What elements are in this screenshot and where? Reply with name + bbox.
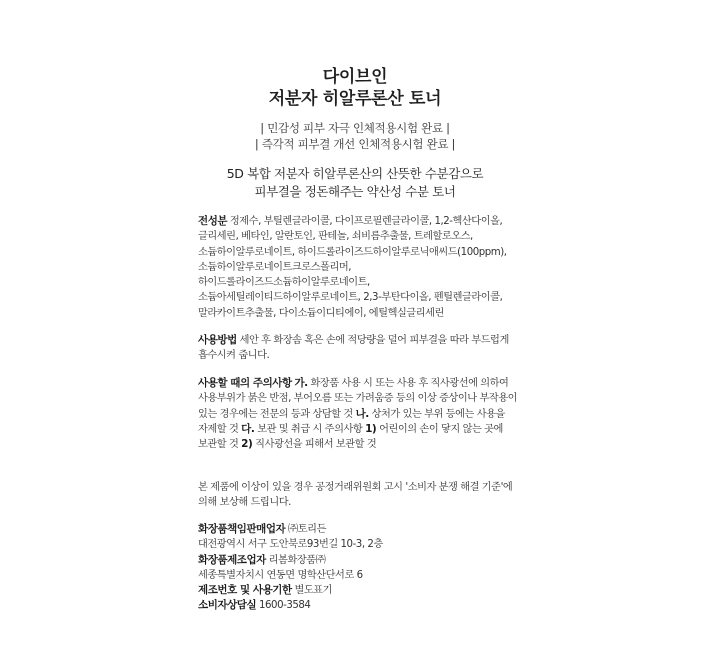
customer-service-line bbox=[198, 598, 520, 613]
lot-value: 별도표기 bbox=[294, 585, 333, 597]
usage-text: 세안 후 화장솜 혹은 손에 적당량을 덜어 피부결을 따라 부드럽게 흡수시켜 줍니다. bbox=[198, 335, 509, 362]
maker-line bbox=[198, 553, 520, 568]
ingredients-text: 정제수, 부틸렌글라이콜, 다이프로필렌글라이콜, 1,2-헥산다이올, 글리세린, 베타인, 알란토인, 판테놀, 쇠비름추출물, 트레할로오스, 소듐하이알루로네이트, 하이드롤라이즈드하이알루로닉애씨드(100ppm), 소듐하이알루로네이트크로스폴리머, 하이드롤라이즈드소듐하이알루로네이트, 소듐아세틸레이티드하이알루로네이트, 2,3-부탄다이올, 펜틸렌글라이콜, 말라카이트추출물, 다이소듐이디티에이, 에틸헥실글리세린 bbox=[198, 216, 507, 319]
caution-text-5: 직사광선을 피해서 보관할 것 bbox=[255, 439, 377, 451]
caution-text-1: 화장품 사용 시 또는 사용 후 직사광선에 의하여 사용부위가 붉은 반점, 부어오름 또는 가려움증 등의 이상 증상이나 부작용이 있는 경우에는 전문의 등과 상담할 것 bbox=[198, 378, 518, 420]
product-title bbox=[0, 66, 710, 110]
caution-text-4: 어린이의 손이 닿지 않는 곳에 보관할 것 bbox=[198, 423, 503, 451]
tagline-line-1: 5D 복합 저분자 히알루론산의 산뜻한 수분감으로 bbox=[226, 166, 484, 181]
usage-section bbox=[198, 333, 520, 364]
seller-address: 대전광역시 서구 도안북로93번길 10-3, 2층 bbox=[198, 539, 383, 551]
seller-line bbox=[198, 522, 520, 537]
usage-label: 사용방법 bbox=[198, 334, 237, 346]
caution-marker-2: 2) bbox=[241, 438, 253, 451]
product-tagline bbox=[0, 165, 710, 201]
lot-label: 제조번호 및 사용기한 bbox=[198, 584, 292, 597]
notice-text: 본 제품에 이상이 있을 경우 공정거래위원회 고시 '소비자 분쟁 해결 기준'에 의해 보상해 드립니다. bbox=[198, 482, 513, 509]
maker-label: 화장품제조업자 bbox=[198, 553, 266, 566]
test-line-texture: | 즉각적 피부결 개선 인체적용시험 완료 | bbox=[254, 137, 456, 151]
maker-name: 리봄화장품㈜ bbox=[268, 554, 326, 566]
seller-name: ㈜토리든 bbox=[288, 524, 326, 535]
caution-label: 사용할 때의 주의사항 bbox=[198, 377, 292, 389]
brand-name: 다이브인 bbox=[322, 67, 388, 87]
caution-text-3: 보관 및 취급 시 주의사항 bbox=[257, 423, 363, 435]
company-info bbox=[198, 522, 520, 614]
seller-label: 화장품책임판매업자 bbox=[198, 523, 286, 535]
customer-service-number: 1600-3584 bbox=[258, 600, 311, 612]
compensation-notice bbox=[198, 480, 520, 511]
maker-address: 세종특별자치시 연동면 명학산단서로 6 bbox=[198, 569, 363, 581]
tagline-line-2: 피부결을 정돈해주는 약산성 수분 토너 bbox=[254, 184, 456, 199]
caution-text-2: 상처가 있는 부위 등에는 사용을 자제할 것 bbox=[198, 408, 505, 435]
caution-marker-ga: 가. bbox=[294, 377, 308, 389]
customer-service-label: 소비자상담실 bbox=[198, 599, 257, 612]
caution-section bbox=[198, 376, 520, 452]
ingredients-section bbox=[198, 214, 520, 321]
ingredients-label: 전성분 bbox=[198, 215, 228, 227]
caution-marker-na: 나. bbox=[355, 407, 369, 420]
caution-marker-da: 다. bbox=[241, 422, 255, 435]
lot-line bbox=[198, 583, 520, 598]
product-name: 저분자 히알루론산 토너 bbox=[268, 89, 442, 109]
clinical-tests bbox=[0, 120, 710, 152]
test-line-sensitive: | 민감성 피부 자극 인체적용시험 완료 | bbox=[260, 121, 450, 135]
caution-marker-1: 1) bbox=[365, 422, 377, 435]
